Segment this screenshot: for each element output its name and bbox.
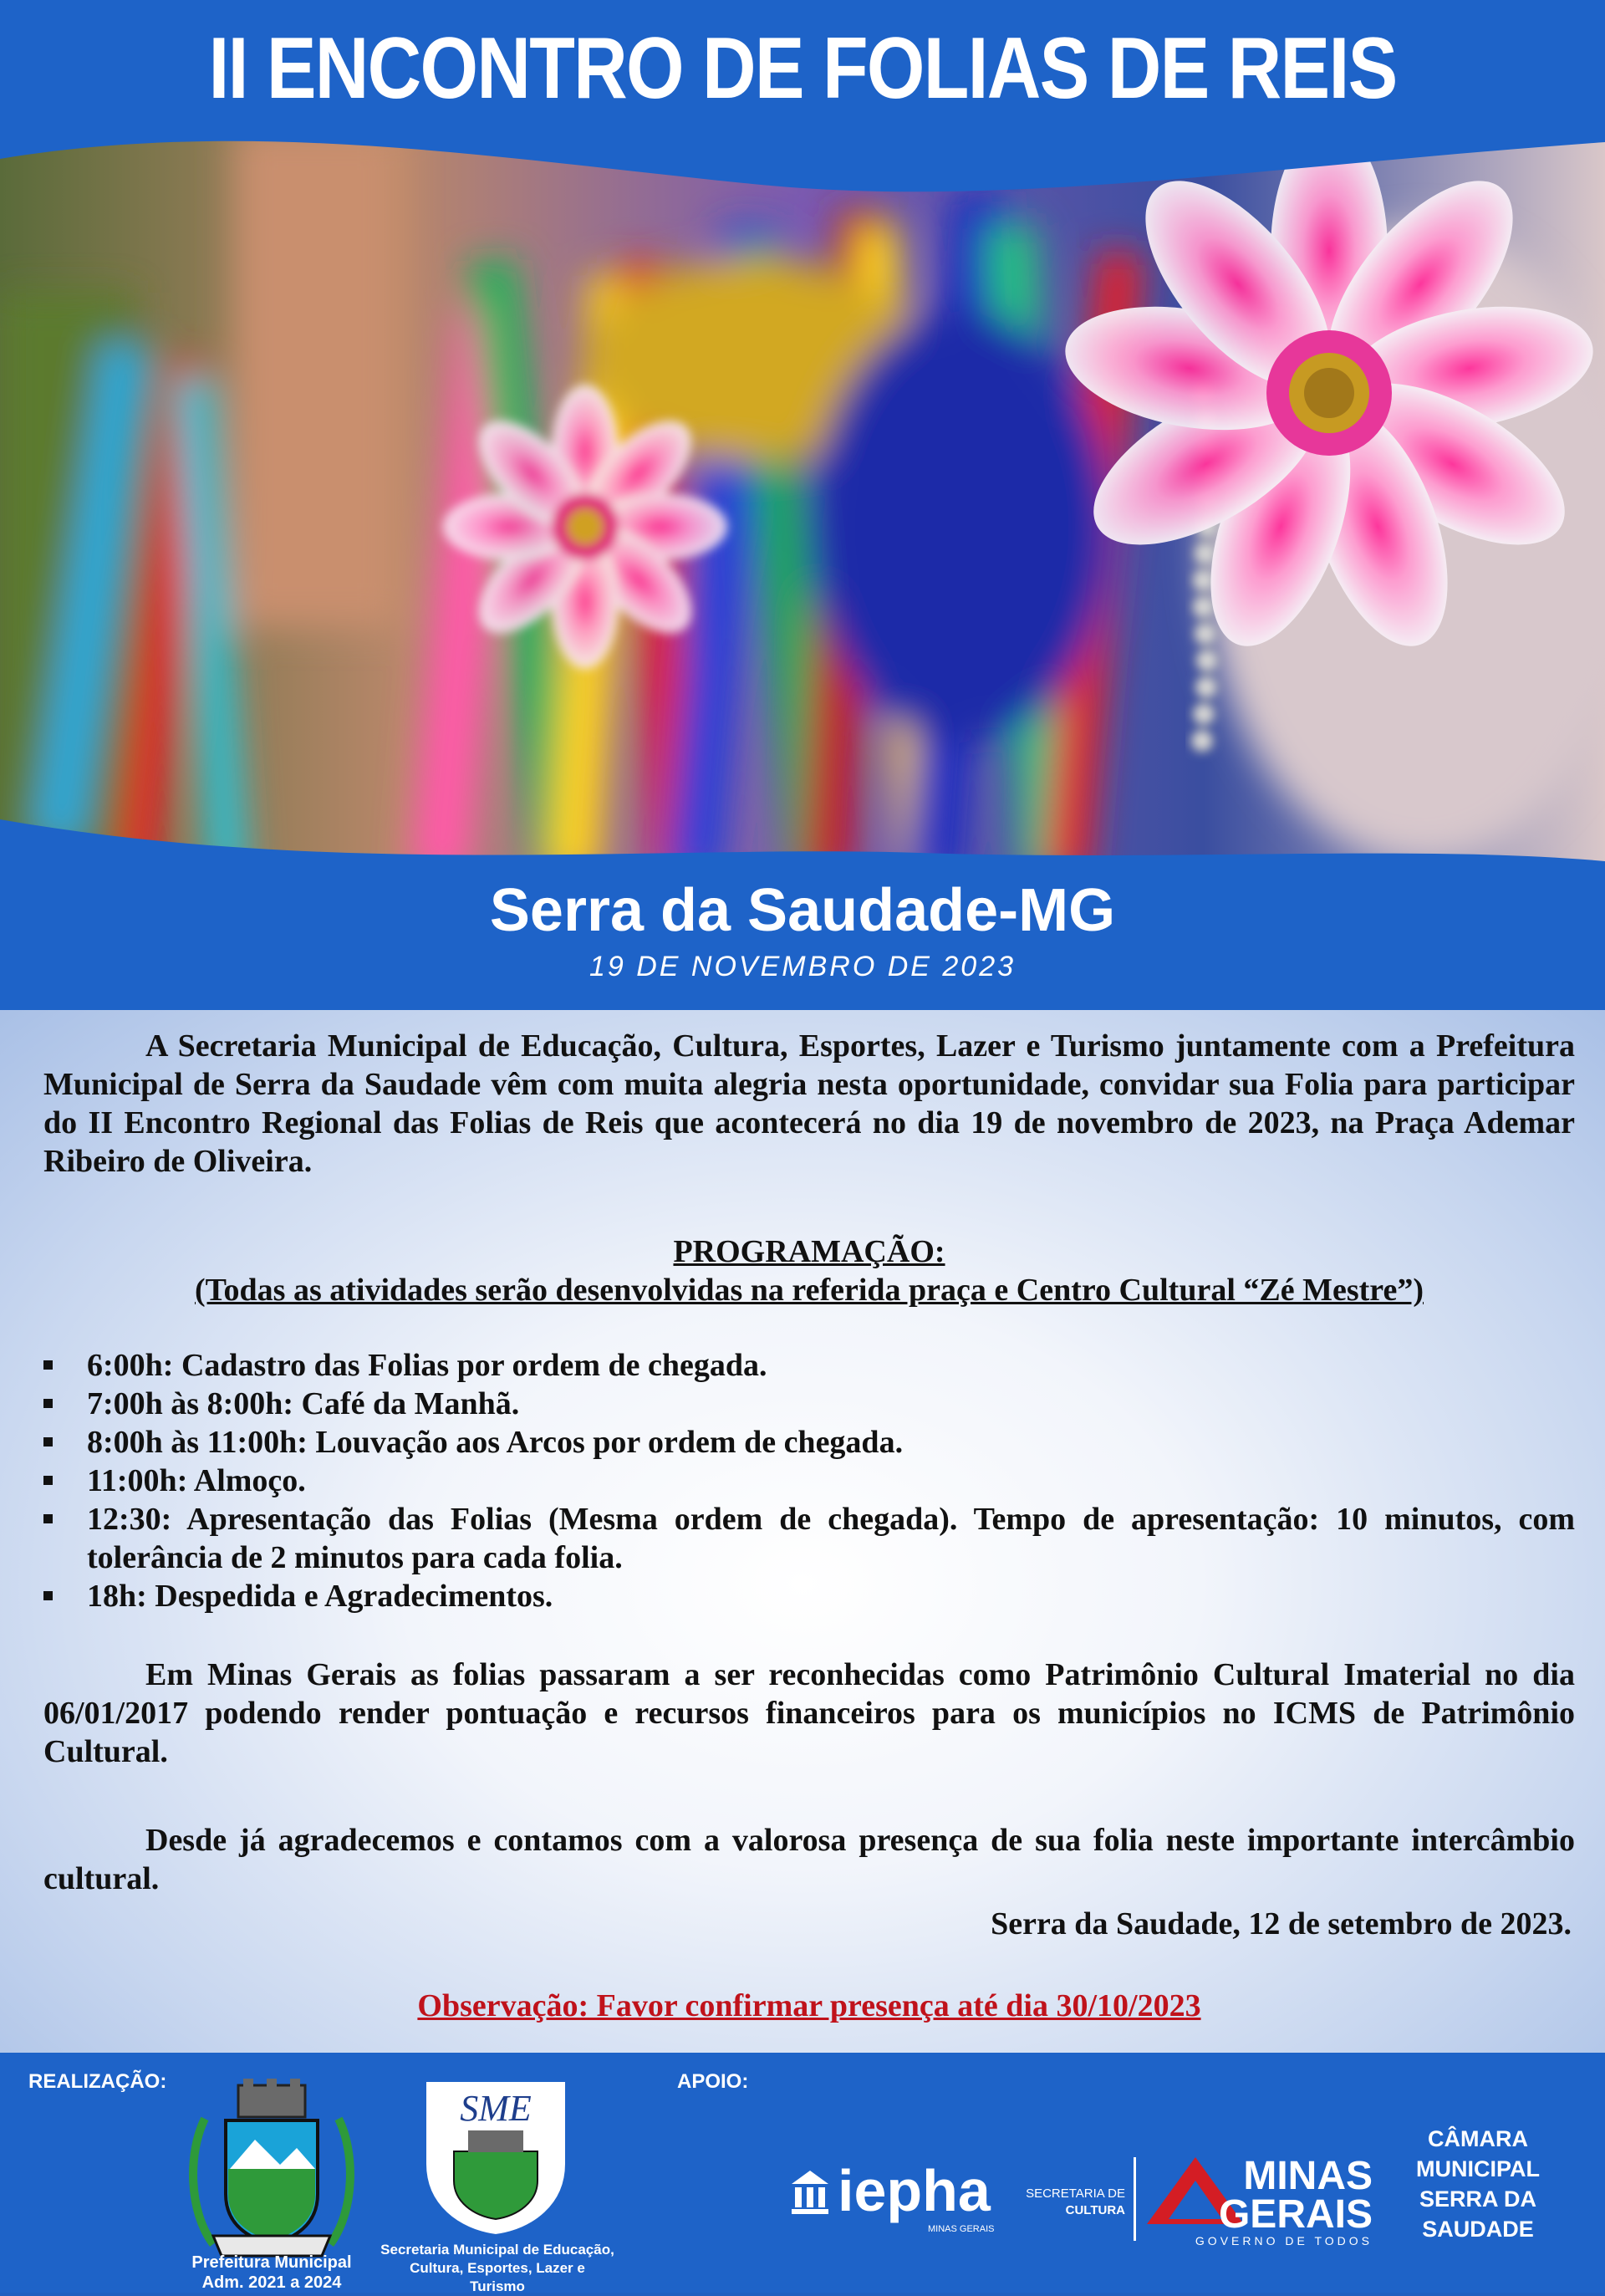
agradecimento-paragraph: Desde já agradecemos e contamos com a valorosa presença de sua folia neste importante intercâmbio cultural. xyxy=(43,1823,1575,1896)
programacao-title: PROGRAMAÇÃO: xyxy=(673,1234,945,1269)
page-title: II ENCONTRO DE FOLIAS DE REIS xyxy=(208,20,1397,117)
schedule-item: 6:00h: Cadastro das Folias por ordem de chegada. xyxy=(43,1346,1575,1385)
schedule-item: 11:00h: Almoço. xyxy=(43,1462,1575,1500)
schedule-item: 18h: Despedida e Agradecimentos. xyxy=(43,1577,1575,1615)
iepha-subtext: MINAS GERAIS xyxy=(928,2224,995,2234)
realizacao-label: REALIZAÇÃO: xyxy=(28,2070,167,2093)
logo-divider xyxy=(1134,2157,1136,2241)
patrimonio-paragraph: Em Minas Gerais as folias passaram a ser reconhecidas como Patrimônio Cultural Imaterial no dia 06/01/2017 podendo render pontuação e recursos financeiros para os municípios no ICMS de Patrimônio Cultural. xyxy=(43,1657,1575,1769)
minas-gerais-subtext: GOVERNO DE TODOS xyxy=(1195,2234,1373,2248)
event-location: Serra da Saudade-MG xyxy=(489,877,1116,944)
event-date: 19 DE NOVEMBRO DE 2023 xyxy=(588,951,1016,982)
schedule-item: 12:30: Apresentação das Folias (Mesma ordem de chegada). Tempo de apresentação: 10 minutos, com tolerância de 2 minutos para cada folia. xyxy=(43,1500,1575,1577)
sme-seal-icon xyxy=(416,2072,575,2239)
programacao-subtitle: (Todas as atividades serão desenvolvidas na referida praça e Centro Cultural “Zé Mestre”) xyxy=(195,1273,1424,1308)
iepha-building-icon xyxy=(790,2169,830,2216)
camara-municipal: CÂMARA MUNICIPAL SERRA DA SAUDADE xyxy=(1416,2126,1540,2242)
schedule-list xyxy=(43,1346,1575,1615)
prefeitura-caption: Prefeitura Municipal Adm. 2021 a 2024 xyxy=(191,2253,352,2292)
minas-gerais-logo-text: MINAS GERAIS xyxy=(1218,2154,1373,2237)
observation-note: Observação: Favor confirmar presença até dia 30/10/2023 xyxy=(417,1988,1201,2023)
schedule-item: 7:00h às 8:00h: Café da Manhã. xyxy=(43,1385,1575,1423)
place-date: Serra da Saudade, 12 de setembro de 2023. xyxy=(991,1906,1572,1941)
secretaria-cultura-label: SECRETARIA DE CULTURA xyxy=(1026,2186,1125,2217)
folia-photo xyxy=(0,125,1605,878)
sme-logo-text: SME xyxy=(460,2088,532,2129)
prefeitura-coat-of-arms-icon xyxy=(180,2077,364,2271)
apoio-label: APOIO: xyxy=(677,2070,749,2093)
sme-caption: Secretaria Municipal de Educação, Cultura, Esportes, Lazer e Turismo xyxy=(380,2242,614,2294)
schedule-item: 8:00h às 11:00h: Louvação aos Arcos por ordem de chegada. xyxy=(43,1423,1575,1462)
iepha-logo-text: iepha xyxy=(838,2158,991,2223)
intro-paragraph: A Secretaria Municipal de Educação, Cultura, Esportes, Lazer e Turismo juntamente com a Prefeitura Municipal de Serra da Saudade vêm com muita alegria nesta oportunidade, convidar sua Folia para participar do II Encontro Regional das Folias de Reis que acontecerá no dia 19 de novembro de 2023, na Praça Ademar Ribeiro de Oliveira. xyxy=(43,1028,1575,1179)
